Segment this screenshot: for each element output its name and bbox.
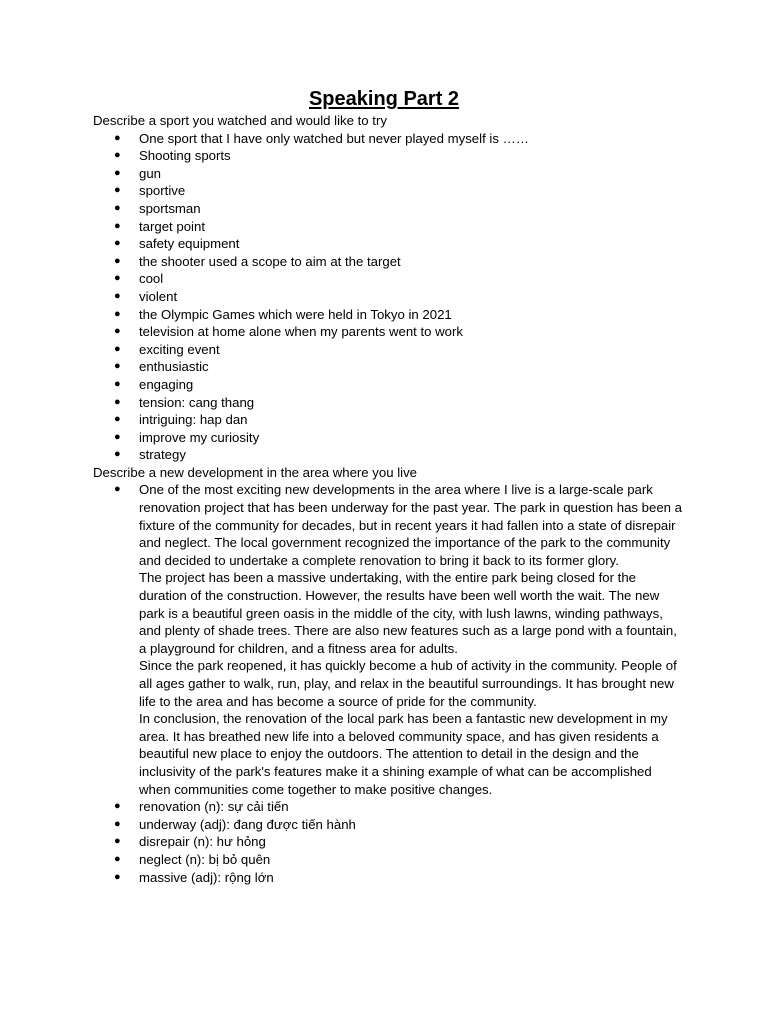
bullet-icon: ● [114,800,121,813]
bullet-icon: ● [114,342,121,355]
bullet-icon: ● [114,395,121,408]
list-item: ● target point [114,218,205,234]
list-item: ● improve my curiosity [114,429,260,445]
list-item: ● cool [114,271,164,287]
list-item: ● sportsman [114,200,201,216]
list-item: ● violent [114,288,178,304]
page-title-text: Speaking Part 2 [308,88,460,110]
bullet-icon: ● [114,852,121,865]
vocab-item: ● massive (adj): rộng lớn [114,869,274,885]
essay-item [93,481,683,798]
vocab-item: ● renovation (n): sự cải tiến [114,799,289,815]
bullet-icon: ● [114,413,121,426]
list-item: ● One sport that I have only watched but never played myself is …… [114,130,529,146]
bullet-icon: ● [114,430,121,443]
bullet-icon: ● [114,184,121,197]
list-item: ● enthusiastic [114,359,209,375]
list-item: ● gun [114,165,162,181]
list-item: ● strategy [114,447,186,463]
bullet-icon: ● [114,131,121,144]
bullet-icon: ● [114,448,121,461]
page-title [0,86,768,112]
list-item: ● intriguing: hap dan [114,412,248,428]
section-1-list [93,130,683,464]
bullet-icon: ● [114,325,121,338]
list-item: ● safety equipment [114,236,240,252]
bullet-icon: ● [114,307,121,320]
vocab-item: ● neglect (n): bị bỏ quên [114,851,271,867]
list-item: ● the shooter used a scope to aim at the target [114,253,401,269]
bullet-icon: ● [114,149,121,162]
bullet-icon: ● [114,254,121,267]
section-1-prompt: Describe a sport you watched and would like to try [93,113,387,128]
essay-paragraph-4: In conclusion, the renovation of the local park has been a fantastic new development in my area. It has breathed new life into a beloved community space, and has given residents a beautiful new place to enjoy the outdoors. The attention to detail in the design and the inclusivity of the park's features make it a shining example of what can be accomplished when communities come together to make positive changes. [139,711,668,797]
essay-paragraph-2: The project has been a massive undertaking, with the entire park being closed for the duration of the construction. However, the results have been well worth the wait. The new park is a beautiful green oasis in the middle of the city, with lush lawns, winding pathways, and plenty of shade trees. There are also new features such as a large pond with a fountain, a playground for children, and a fitness area for adults. [139,570,677,656]
bullet-icon: ● [114,289,121,302]
list-item: ● television at home alone when my parents went to work [114,324,463,340]
bullet-icon: ● [114,219,121,232]
essay-paragraph-3: Since the park reopened, it has quickly become a hub of activity in the community. People of all ages gather to walk, run, play, and relax in the beautiful surroundings. It has brought new life to the area and has become a source of pride for the community. [139,658,677,709]
section-2-prompt: Describe a new development in the area where you live [93,464,418,480]
document-body [93,112,683,886]
bullet-icon: ● [114,360,121,373]
bullet-icon: ● [114,201,121,214]
bullet-icon: ● [114,166,121,179]
bullet-icon: ● [114,483,121,496]
list-item: ● sportive [114,183,186,199]
bullet-icon: ● [114,272,121,285]
vocab-item: ● underway (adj): đang được tiến hành [114,816,356,832]
bullet-icon: ● [114,870,121,883]
vocab-item: ● disrepair (n): hư hỏng [114,834,266,850]
list-item: ● exciting event [114,341,220,357]
bullet-icon: ● [114,237,121,250]
list-item: ● tension: cang thang [114,394,255,410]
bullet-icon: ● [114,377,121,390]
list-item: ● Shooting sports [114,148,231,164]
essay-paragraph-1: One of the most exciting new developments in the area where I live is a large-scale park renovation project that has been underway for the past year. The park in question has been a fixture of the community for decades, but in recent years it had fallen into a state of disrepair and neglect. The local government recognized the importance of the park to the community and decided to undertake a complete renovation to bring it back to its former glory. [139,482,682,568]
section-2-list [93,481,683,886]
list-item: ● the Olympic Games which were held in Tokyo in 2021 [114,306,452,322]
bullet-icon: ● [114,835,121,848]
bullet-icon: ● [114,817,121,830]
list-item: ● engaging [114,376,194,392]
